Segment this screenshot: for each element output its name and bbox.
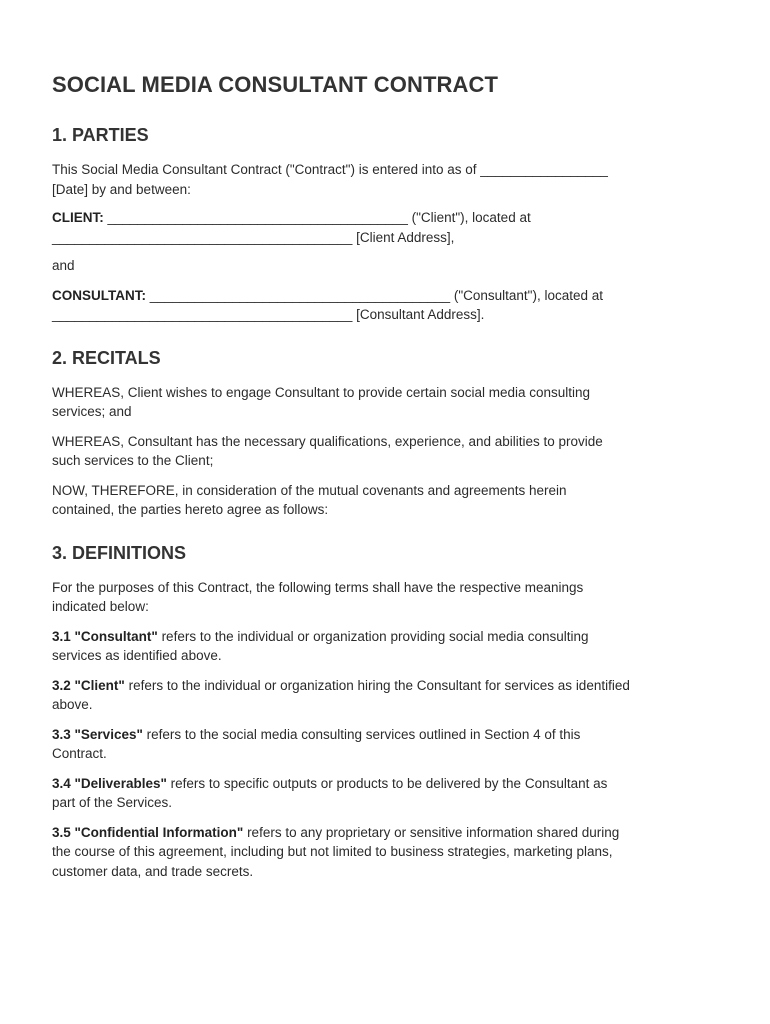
document-page [52, 72, 722, 904]
consultant-line2: ________________________________________ [Consultant Address]. [52, 307, 485, 322]
definitions-intro [52, 578, 722, 617]
and-text: and [52, 258, 75, 273]
recital-paragraph [52, 432, 722, 471]
definitions-intro-line1: For the purposes of this Contract, the following terms shall have the respective meanings [52, 579, 584, 595]
parties-intro-line1: This Social Media Consultant Contract ("Contract") is entered into as of _________________ [52, 162, 608, 177]
definition-text: refers to the individual or organization providing social media consulting [157, 628, 589, 644]
client-label: CLIENT: [52, 210, 104, 225]
definition-term: 3.2 "Client" [52, 677, 125, 693]
definition-text: customer data, and trade secrets. [52, 863, 254, 879]
client-clause [52, 208, 722, 247]
definition-text: services as identified above. [52, 648, 222, 663]
definition-text: refers to the individual or organization hiring the Consultant for services as identified [124, 677, 630, 693]
section-parties [52, 125, 722, 325]
definition-item [52, 725, 722, 764]
section-definitions [52, 543, 722, 882]
client-line2: ________________________________________ [Client Address], [52, 229, 455, 245]
recital-3-line2: contained, the parties hereto agree as follows: [52, 502, 329, 517]
definitions-intro-line2: indicated below: [52, 599, 149, 614]
definition-item [52, 627, 722, 666]
definition-text: Contract. [52, 746, 107, 761]
recital-paragraph [52, 383, 722, 422]
definition-text: part of the Services. [52, 795, 173, 810]
recital-2-line2: such services to the Client; [52, 453, 214, 468]
section-heading-recitals: 2. RECITALS [52, 347, 161, 368]
definition-term: 3.5 "Confidential Information" [52, 824, 244, 840]
definition-text: refers to any proprietary or sensitive information shared during [243, 824, 620, 840]
definition-item [52, 774, 722, 813]
section-heading-definitions: 3. DEFINITIONS [52, 542, 187, 563]
consultant-line1: ________________________________________ ("Consultant"), located at [146, 287, 603, 303]
recital-2-line1: WHEREAS, Consultant has the necessary qualifications, experience, and abilities to provide [52, 433, 603, 449]
definition-term: 3.4 "Deliverables" [52, 775, 167, 791]
parties-intro [52, 160, 722, 199]
definition-term: 3.3 "Services" [52, 726, 143, 742]
definition-text: refers to the social media consulting services outlined in Section 4 of this [142, 726, 581, 742]
section-recitals [52, 348, 722, 520]
recital-3-line1: NOW, THEREFORE, in consideration of the mutual covenants and agreements herein [52, 482, 567, 498]
definition-item [52, 676, 722, 715]
consultant-clause [52, 286, 722, 325]
definition-text: refers to specific outputs or products to be delivered by the Consultant as [166, 775, 608, 791]
client-line1: ________________________________________ ("Client"), located at [103, 210, 531, 225]
parties-intro-line2: [Date] by and between: [52, 181, 191, 197]
definition-text: the course of this agreement, including but not limited to business strategies, marketing plans, [52, 844, 613, 859]
section-heading-parties: 1. PARTIES [52, 125, 149, 145]
document-title: SOCIAL MEDIA CONSULTANT CONTRACT [52, 72, 499, 97]
recital-paragraph [52, 481, 722, 520]
recital-1-line2: services; and [52, 404, 132, 419]
definition-term: 3.1 "Consultant" [52, 628, 158, 644]
consultant-label: CONSULTANT: [52, 287, 146, 303]
definition-text: above. [52, 697, 93, 712]
recital-1-line1: WHEREAS, Client wishes to engage Consultant to provide certain social media consulting [52, 384, 591, 400]
definition-item [52, 823, 722, 882]
